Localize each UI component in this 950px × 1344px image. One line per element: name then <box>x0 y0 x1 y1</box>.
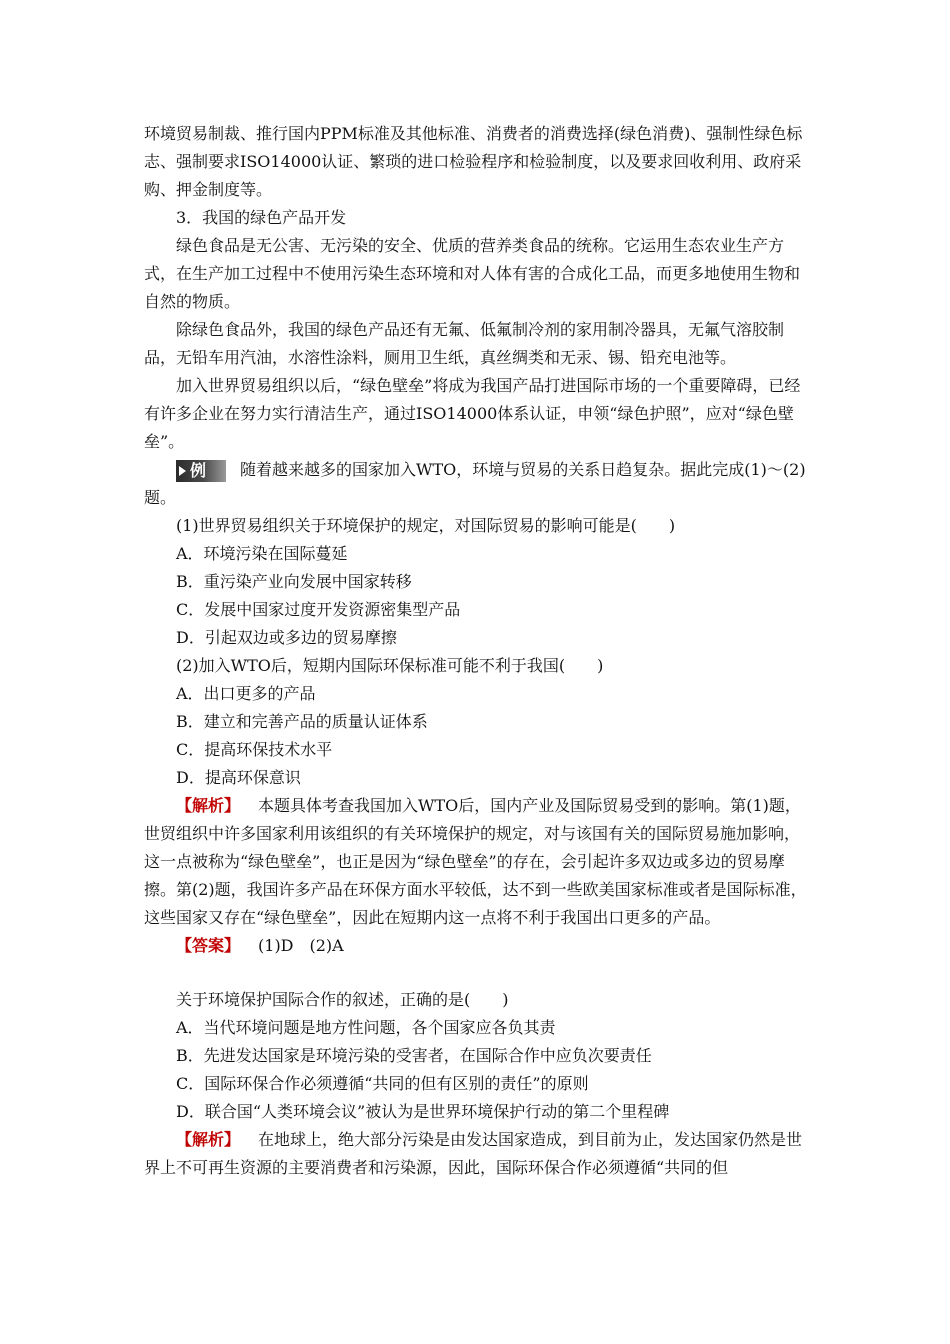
analysis-tag: 【解析】 <box>176 796 241 815</box>
exercise-stem: 关于环境保护国际合作的叙述，正确的是( ) <box>176 990 509 1009</box>
section-gap <box>144 960 808 986</box>
exercise-analysis-text: 在地球上，绝大部分污染是由发达国家造成，到目前为止，发达国家仍然是世界上不可再生资源的主要消费者和污染源，因此，国际环保合作必须遵循“共同的但 <box>144 1130 803 1177</box>
paragraph-green-products: 除绿色食品外，我国的绿色产品还有无氟、低氟制冷剂的家用制冷器具，无氟气溶胶制品，无铅车用汽油，水溶性涂料，厕用卫生纸，真丝绸类和无汞、锡、铅充电池等。 <box>144 320 785 367</box>
example-intro: 随着越来越多的国家加入WTO，环境与贸易的关系日趋复杂。据此完成(1)～(2)题。 <box>144 460 806 507</box>
question-1-option-c: C．发展中国家过度开发资源密集型产品 <box>176 600 461 619</box>
exercise-option-d: D．联合国“人类环境会议”被认为是世界环境保护行动的第二个里程碑 <box>176 1102 670 1121</box>
answer-text: (1)D (2)A <box>258 936 344 955</box>
section-heading: 3．我国的绿色产品开发 <box>176 208 347 227</box>
question-2-option-c: C．提高环保技术水平 <box>176 740 333 759</box>
analysis-text: 本题具体考查我国加入WTO后，国内产业及国际贸易受到的影响。第(1)题，世贸组织中许多国家利用该组织的有关环境保护的规定，对与该国有关的国际贸易施加影响，这一点被称为“绿色壁垒”，也正是因为“绿色壁垒”的存在，会引起许多双边或多边的贸易摩擦。第(2)题，我国许多产品在环保方面水平较低，达不到一些欧美国家标准或者是国际标准，这些国家又存在“绿色壁垒”，因此在短期内这一点将不利于我国出口更多的产品。 <box>144 796 807 927</box>
paragraph-green-barrier: 加入世界贸易组织以后，“绿色壁垒”将成为我国产品打进国际市场的一个重要障碍，已经有许多企业在努力实行清洁生产，通过ISO14000体系认证，申领“绿色护照”，应对“绿色壁垒”。 <box>144 376 801 451</box>
question-1-option-a: A．环境污染在国际蔓延 <box>176 544 348 563</box>
example-intro-line <box>144 456 808 512</box>
example-badge-icon: 例 <box>176 460 226 482</box>
example-answer <box>144 932 808 960</box>
exercise-option-c: C．国际环保合作必须遵循“共同的但有区别的责任”的原则 <box>176 1074 589 1093</box>
question-2-option-b: B．建立和完善产品的质量认证体系 <box>176 712 428 731</box>
example-analysis <box>144 792 808 932</box>
exercise-option-b: B．先进发达国家是环境污染的受害者，在国际合作中应负次要责任 <box>176 1046 652 1065</box>
question-2-stem: (2)加入WTO后，短期内国际环保标准可能不利于我国( ) <box>176 656 604 675</box>
question-1-option-d: D．引起双边或多边的贸易摩擦 <box>176 628 397 647</box>
page-content <box>144 120 808 1182</box>
question-2-option-a: A．出口更多的产品 <box>176 684 316 703</box>
exercise-option-a: A．当代环境问题是地方性问题，各个国家应各负其责 <box>176 1018 556 1037</box>
exercise-analysis <box>144 1126 808 1182</box>
question-1-option-b: B．重污染产业向发展中国家转移 <box>176 572 412 591</box>
paragraph-green-food: 绿色食品是无公害、无污染的安全、优质的营养类食品的统称。它运用生态农业生产方式，在生产加工过程中不使用污染生态环境和对人体有害的合成化工品，而更多地使用生物和自然的物质。 <box>144 236 801 311</box>
exercise-analysis-tag: 【解析】 <box>176 1130 241 1149</box>
question-1-stem: (1)世界贸易组织关于环境保护的规定，对国际贸易的影响可能是( ) <box>176 516 676 535</box>
question-2-option-d: D．提高环保意识 <box>176 768 301 787</box>
answer-tag: 【答案】 <box>176 936 241 955</box>
paragraph-trade-measures: 环境贸易制裁、推行国内PPM标准及其他标准、消费者的消费选择(绿色消费)、强制性绿色标志、强制要求ISO14000认证、繁琐的进口检验程序和检验制度，以及要求回收利用、政府采购、押金制度等。 <box>144 124 803 199</box>
